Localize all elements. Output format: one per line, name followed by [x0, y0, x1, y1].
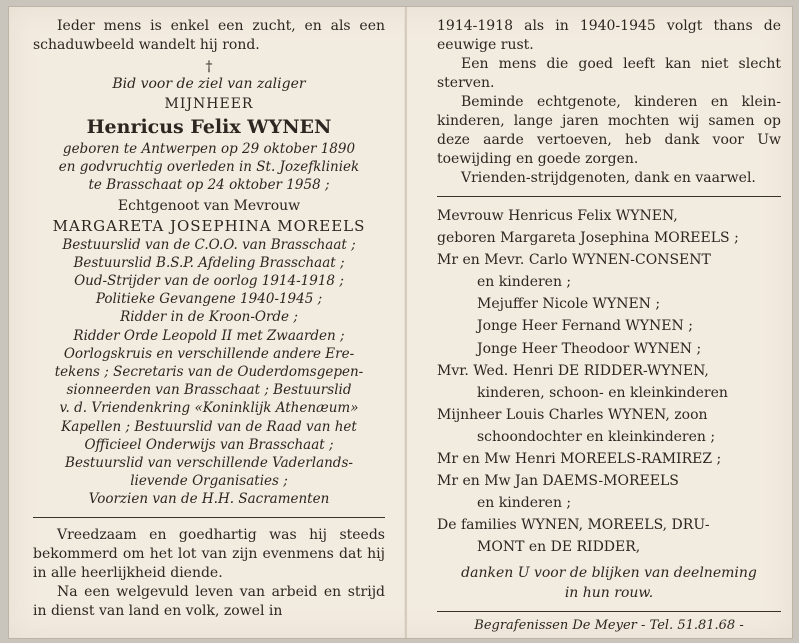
cross-icon: † [205, 59, 213, 75]
spouse-name: MARGARETA JOSEPHINA MOREELS [52, 216, 366, 235]
family-member-line: kinderen, schoon- en kleinkinderen [477, 384, 728, 401]
family-member-line: Mijnheer Louis Charles WYNEN, zoon [437, 406, 708, 423]
farewell-line: Vrienden-strijdgenoten, dank en vaarwel. [461, 170, 756, 186]
honor-line: Oud-Strijder van de oorlog 1914-1918 ; [74, 273, 344, 290]
birth-death-line: en godvruchtig overleden in St. Jozefkliniek [58, 159, 360, 176]
honor-line: v. d. Vriendenkring «Koninklijk Athenæum» [59, 400, 359, 417]
honor-line: Voorzien van de H.H. Sacramenten [88, 491, 330, 508]
honor-line: Ridder in de Kroon-Orde ; [120, 309, 298, 326]
tribute-paragraph: Na een welgevuld leven van arbeid en strijd in dienst van land en volk, zowel in [33, 583, 385, 619]
tribute-paragraph: Beminde echtgenote, kinderen en klein-kinderen, lange jaren mochten wij samen op deze aarde vertoeven, heb dank voor Uw toewijding en goede zorgen. [437, 94, 781, 167]
thanks-block [437, 563, 781, 603]
family-member-line: Mejuffer Nicole WYNEN ; [477, 296, 661, 313]
divider [437, 611, 781, 612]
honor-line: Oorlogskruis en verschillende andere Ere- [63, 345, 355, 362]
center-fold [404, 7, 407, 638]
divider [33, 517, 385, 518]
family-member-line: en kinderen ; [477, 274, 572, 291]
spouse-intro: Echtgenoot van Mevrouw [117, 197, 301, 214]
birth-death-line: te Brasschaat op 24 oktober 1958 ; [88, 177, 330, 194]
left-page [33, 17, 385, 621]
family-member-line: Mr en Mevr. Carlo WYNEN-CONSENT [437, 252, 711, 269]
divider [437, 196, 781, 197]
family-member-line: Jonge Heer Fernand WYNEN ; [477, 318, 693, 335]
family-member-line: Mr en Mw Jan DAEMS-MOREELS [437, 473, 679, 490]
memorial-card [8, 6, 793, 639]
tribute-paragraph: Een mens die goed leeft kan niet slecht sterven. [437, 56, 781, 91]
honor-line: Bestuurslid B.S.P. Afdeling Brasschaat ; [73, 254, 345, 271]
honor-line: sionneerden van Brasschaat ; Bestuurslid [66, 382, 352, 399]
family-member-line: Mvr. Wed. Henri DE RIDDER-WYNEN, [437, 362, 709, 379]
funeral-home-footer: Begrafenissen De Meyer - Tel. 51.81.68 - [474, 617, 744, 633]
thanks-line: danken U voor de blijken van deelneming [461, 564, 757, 581]
tribute-paragraph: Vreedzaam en goedhartig was hij steeds bekommerd om het lot van zijn evenmens dat hij in alle heerlijkheid diende. [33, 526, 385, 581]
tribute-paragraph: 1914-1918 als in 1940-1945 volgt thans de eeuwige rust. [437, 18, 781, 53]
honor-line: Bestuurslid van verschillende Vaderlands- [65, 455, 353, 472]
right-page [437, 17, 781, 633]
honor-line: Politieke Gevangene 1940-1945 ; [95, 291, 323, 308]
deceased-name: Henricus Felix WYNEN [86, 116, 332, 138]
family-member-line: schoondochter en kleinkinderen ; [477, 428, 716, 445]
honor-line: lievende Organisaties ; [130, 473, 288, 490]
family-member-line: MONT en DE RIDDER, [477, 539, 641, 556]
opening-verse: Ieder mens is enkel een zucht, en als een schaduwbeeld wandelt hij rond. [33, 18, 385, 53]
honors-list [33, 236, 385, 509]
family-member-line: Mr en Mw Henri MOREELS-RAMIREZ ; [437, 451, 722, 468]
family-member-line: De families WYNEN, MOREELS, DRU- [437, 517, 710, 534]
title-prefix: MIJNHEER [164, 96, 254, 112]
family-member-line: Mevrouw Henricus Felix WYNEN, [437, 208, 678, 224]
honor-line: Officieel Onderwijs van Brasschaat ; [84, 436, 334, 453]
family-member-line: en kinderen ; [477, 495, 572, 512]
honor-line: Ridder Orde Leopold II met Zwaarden ; [73, 327, 345, 344]
thanks-line: in hun rouw. [564, 584, 654, 601]
honor-line: Bestuurslid van de C.O.O. van Brasschaat ; [62, 236, 356, 253]
prayer-line: Bid voor de ziel van zaliger [112, 76, 306, 92]
family-member-line: Jonge Heer Theodoor WYNEN ; [477, 340, 702, 357]
family-list [437, 205, 781, 559]
honor-line: Kapellen ; Bestuurslid van de Raad van het [61, 418, 357, 435]
honor-line: tekens ; Secretaris van de Ouderdomsgepen- [54, 364, 364, 381]
family-member-line: geboren Margareta Josephina MOREELS ; [437, 230, 739, 247]
birth-death-line: geboren te Antwerpen op 29 oktober 1890 [62, 141, 356, 157]
birth-death-block [33, 140, 385, 195]
